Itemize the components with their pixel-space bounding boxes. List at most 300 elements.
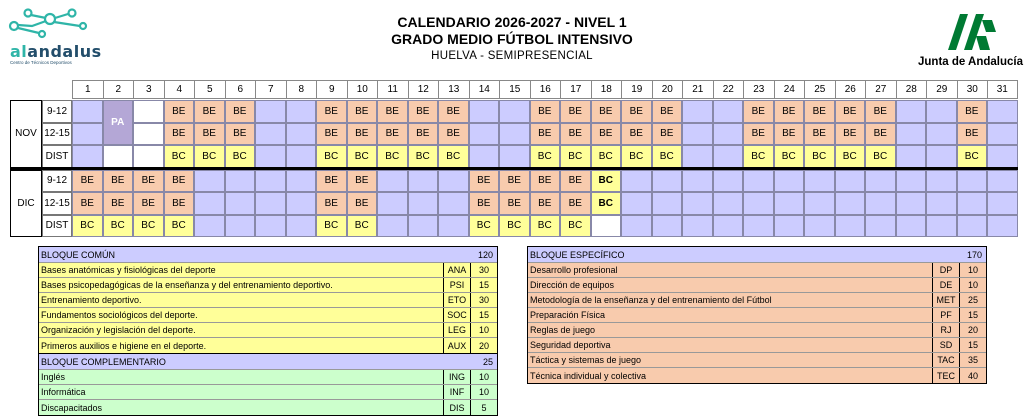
calendar-cell — [499, 123, 530, 146]
calendar-cell — [713, 192, 744, 215]
day-number: 19 — [621, 80, 652, 99]
calendar-cell — [835, 170, 866, 193]
calendar-cell — [957, 192, 988, 215]
subject-code: AUX — [443, 338, 470, 353]
subject-code: DIS — [443, 400, 470, 415]
calendar-cell: BC — [164, 215, 195, 238]
day-number: 6 — [225, 80, 256, 99]
subject-row — [528, 353, 986, 368]
calendar-cell — [896, 145, 927, 168]
alandalus-logo — [8, 6, 108, 64]
calendar-cell — [682, 145, 713, 168]
day-number: 18 — [591, 80, 622, 99]
calendar-cell — [743, 170, 774, 193]
day-number: 29 — [926, 80, 957, 99]
subject-hours: 10 — [470, 323, 497, 337]
calendar-cell — [987, 123, 1018, 146]
bloque-especifico-table — [527, 246, 987, 384]
calendar-cell: BE — [530, 192, 561, 215]
calendar-cell — [743, 192, 774, 215]
calendar-cell — [926, 215, 957, 238]
calendar-cell: BE — [774, 100, 805, 123]
calendar-cell: BE — [957, 123, 988, 146]
calendar-cell: BE — [774, 123, 805, 146]
subject-code: SOC — [443, 308, 470, 322]
subject-row — [39, 370, 497, 385]
time-slot-label: 9-12 — [42, 170, 72, 193]
subject-hours: 20 — [470, 338, 497, 353]
subject-name: Inglés — [41, 372, 66, 382]
calendar-cell — [652, 192, 683, 215]
day-number: 20 — [652, 80, 683, 99]
day-number: 16 — [530, 80, 561, 99]
calendar-cell — [438, 215, 469, 238]
calendar-cell: BE — [499, 170, 530, 193]
calendar-cell: BE — [164, 192, 195, 215]
calendar-cell: BE — [621, 123, 652, 146]
calendar-cell: BE — [560, 170, 591, 193]
calendar-cell: BE — [743, 100, 774, 123]
calendar-cell: BE — [347, 192, 378, 215]
calendar-cell: BE — [438, 100, 469, 123]
calendar-cell — [194, 170, 225, 193]
subject-hours: 40 — [959, 368, 986, 383]
document-header — [300, 14, 724, 64]
calendar-cell: BE — [347, 170, 378, 193]
calendar-cell — [286, 170, 317, 193]
day-number: 3 — [133, 80, 164, 99]
calendar-cell — [774, 215, 805, 238]
calendar-cell: BC — [469, 215, 500, 238]
calendar-cell: BE — [530, 100, 561, 123]
day-number: 30 — [957, 80, 988, 99]
calendar-cell — [499, 100, 530, 123]
calendar-cell — [133, 145, 164, 168]
calendar-cell: BC — [804, 145, 835, 168]
time-slot-label: DIST — [42, 215, 72, 238]
day-number-row — [72, 80, 1018, 99]
calendar-cell — [255, 192, 286, 215]
bloque-complementario-header — [39, 353, 497, 370]
calendar-cell: BE — [438, 123, 469, 146]
subject-code: PF — [932, 308, 959, 322]
calendar-cell: BC — [164, 145, 195, 168]
calendar-cell: BE — [835, 123, 866, 146]
calendar-cell — [987, 192, 1018, 215]
calendar-cell: BE — [469, 192, 500, 215]
calendar-cell — [286, 123, 317, 146]
subject-name: Táctica y sistemas de juego — [530, 355, 642, 365]
calendar-cell: BE — [164, 100, 195, 123]
day-number: 1 — [72, 80, 103, 99]
calendar-cell — [286, 100, 317, 123]
calendar-cell — [408, 192, 439, 215]
subject-row — [528, 263, 986, 278]
time-slot-label: DIST — [42, 145, 72, 168]
subject-code: ANA — [443, 263, 470, 277]
page-location: HUELVA - SEMIPRESENCIAL — [431, 50, 593, 62]
calendar-cell: BC — [591, 145, 622, 168]
bloque-especifico-total: 170 — [966, 249, 982, 260]
calendar-cell: BE — [743, 123, 774, 146]
calendar-cell: BC — [530, 145, 561, 168]
calendar-cell — [774, 170, 805, 193]
calendar-cell — [896, 215, 927, 238]
calendar-cell: BE — [72, 192, 103, 215]
subject-code: PSI — [443, 278, 470, 292]
month-label: DIC — [10, 170, 42, 238]
calendar-cell — [804, 192, 835, 215]
day-number: 11 — [377, 80, 408, 99]
subject-row — [39, 263, 497, 278]
subject-row — [528, 278, 986, 293]
bloque-comun-header — [39, 247, 497, 263]
day-number: 13 — [438, 80, 469, 99]
calendar-cell: BE — [560, 192, 591, 215]
calendar-cell — [896, 192, 927, 215]
calendar-cell: BE — [347, 100, 378, 123]
subject-hours: 15 — [470, 278, 497, 292]
calendar-cell: BE — [133, 192, 164, 215]
calendar-cell: BE — [225, 123, 256, 146]
calendar-cell — [957, 215, 988, 238]
calendar-cell — [72, 145, 103, 168]
subject-row — [528, 308, 986, 323]
calendar-cell — [682, 215, 713, 238]
calendar-cell: BE — [560, 100, 591, 123]
day-number: 10 — [347, 80, 378, 99]
calendar-cell — [72, 100, 103, 123]
day-number: 24 — [774, 80, 805, 99]
calendar-cell — [591, 215, 622, 238]
day-number: 12 — [408, 80, 439, 99]
calendar-cell: BE — [377, 123, 408, 146]
junta-emblem-icon — [938, 6, 1002, 54]
calendar-cell: BE — [225, 100, 256, 123]
calendar-cell — [896, 100, 927, 123]
subject-code: DP — [932, 263, 959, 277]
calendar-cell — [926, 123, 957, 146]
calendar-cell: BE — [194, 123, 225, 146]
calendar-cell: BE — [194, 100, 225, 123]
bloque-complementario-total: 25 — [482, 356, 493, 367]
calendar-cell — [438, 192, 469, 215]
calendar-cell — [652, 215, 683, 238]
calendar-cell — [774, 192, 805, 215]
subject-hours: 10 — [470, 385, 497, 399]
subject-row — [39, 323, 497, 338]
calendar-cell: BC — [316, 215, 347, 238]
subject-hours: 15 — [959, 308, 986, 322]
calendar-cell: BC — [621, 145, 652, 168]
calendar-cell: BE — [865, 123, 896, 146]
calendar-cell: BC — [591, 192, 622, 215]
subject-code: TEC — [932, 368, 959, 383]
calendar-cell — [926, 100, 957, 123]
calendar-cell — [713, 215, 744, 238]
subject-name: Entrenamiento deportivo. — [41, 295, 142, 305]
calendar-cell — [804, 215, 835, 238]
calendar-cell — [652, 170, 683, 193]
day-number: 21 — [682, 80, 713, 99]
subject-name: Primeros auxilios e higiene en el deporte. — [41, 340, 207, 351]
calendar-cell: BE — [316, 100, 347, 123]
time-slot-label: 9-12 — [42, 100, 72, 123]
calendar-cell — [408, 170, 439, 193]
calendar-cell — [865, 170, 896, 193]
calendar-cell: BE — [865, 100, 896, 123]
calendar-cell — [377, 215, 408, 238]
calendar-cell: BE — [377, 100, 408, 123]
subject-name: Dirección de equipos — [530, 280, 615, 290]
bloque-complementario-title: BLOQUE COMPLEMENTARIO — [41, 356, 166, 367]
calendar-cell: BE — [103, 170, 134, 193]
calendar-cell — [225, 192, 256, 215]
calendar-cell — [896, 123, 927, 146]
subject-hours: 30 — [470, 263, 497, 277]
calendar-cell — [621, 170, 652, 193]
calendar-cell: BE — [530, 170, 561, 193]
subject-hours: 15 — [959, 338, 986, 352]
calendar-cell — [133, 100, 164, 123]
calendar-cell — [377, 192, 408, 215]
calendar-cell: BE — [103, 192, 134, 215]
subject-code: DE — [932, 278, 959, 292]
calendar-cell — [682, 170, 713, 193]
subject-row — [39, 293, 497, 308]
calendar-cell: BE — [591, 100, 622, 123]
calendar-cell: BE — [72, 170, 103, 193]
calendar-cell: BE — [652, 123, 683, 146]
calendar-cell — [286, 215, 317, 238]
calendar-cell: BE — [530, 123, 561, 146]
calendar-cell: BE — [957, 100, 988, 123]
subject-row — [39, 385, 497, 400]
calendar-cell: BC — [743, 145, 774, 168]
subject-hours: 10 — [959, 278, 986, 292]
junta-name: Junta de Andalucía — [918, 56, 1024, 68]
calendar-cell: BC — [499, 215, 530, 238]
subject-row — [528, 293, 986, 308]
subject-hours: 5 — [470, 400, 497, 415]
subject-hours: 15 — [470, 308, 497, 322]
calendar-cell: BE — [164, 123, 195, 146]
subject-name: Bases anatómicas y fisiológicas del deporte — [41, 265, 216, 275]
calendar-cell — [926, 145, 957, 168]
junta-andalucia-logo — [918, 6, 1024, 70]
subject-code: ETO — [443, 293, 470, 307]
subject-name: Metodología de la enseñanza y del entrenamiento del Fútbol — [530, 295, 772, 305]
calendar-cell — [194, 192, 225, 215]
page-subtitle: GRADO MEDIO FÚTBOL INTENSIVO — [391, 31, 633, 47]
subject-code: MET — [932, 293, 959, 307]
calendar-cell — [133, 123, 164, 146]
day-number: 22 — [713, 80, 744, 99]
calendar-cell — [713, 170, 744, 193]
subject-code: SD — [932, 338, 959, 352]
calendar-cell — [103, 145, 134, 168]
calendar-cell: BE — [621, 100, 652, 123]
calendar-cell: BE — [652, 100, 683, 123]
calendar-cell: BE — [560, 123, 591, 146]
subject-name: Organización y legislación del deporte. — [41, 325, 196, 335]
calendar-cell: BE — [804, 100, 835, 123]
calendar-cell — [499, 145, 530, 168]
calendar-cell — [682, 100, 713, 123]
subject-name: Informática — [41, 387, 86, 397]
calendar-cell — [286, 192, 317, 215]
day-number: 5 — [194, 80, 225, 99]
calendar-cell — [194, 215, 225, 238]
subject-name: Discapacitados — [41, 402, 103, 413]
bloque-especifico-header — [528, 247, 986, 263]
calendar-cell — [987, 145, 1018, 168]
subject-code: ING — [443, 370, 470, 384]
bloque-comun-table — [38, 246, 498, 416]
subject-name: Preparación Física — [530, 310, 606, 320]
calendar-cell — [255, 170, 286, 193]
calendar-cell — [896, 170, 927, 193]
calendar-cell: BC — [774, 145, 805, 168]
calendar-cell: BC — [835, 145, 866, 168]
bloque-comun-title: BLOQUE COMÚN — [41, 249, 116, 260]
calendar-cell: BC — [133, 215, 164, 238]
calendar-cell — [835, 192, 866, 215]
calendar-cell: BC — [347, 215, 378, 238]
brand-name: alandalus — [10, 42, 102, 61]
calendar-cell — [835, 215, 866, 238]
calendar-cell — [713, 145, 744, 168]
calendar-cell — [987, 170, 1018, 193]
subject-code: LEG — [443, 323, 470, 337]
calendar-cell: BC — [591, 170, 622, 193]
day-number: 14 — [469, 80, 500, 99]
calendar-cell — [743, 215, 774, 238]
calendar-cell: BC — [316, 145, 347, 168]
subject-row — [39, 400, 497, 415]
calendar-cell: BE — [499, 192, 530, 215]
calendar-cell — [408, 215, 439, 238]
calendar-cell — [225, 215, 256, 238]
calendar-cell: BC — [438, 145, 469, 168]
calendar-cell: BC — [103, 215, 134, 238]
calendar-cell: BC — [72, 215, 103, 238]
day-number: 8 — [286, 80, 317, 99]
subject-row — [528, 368, 986, 383]
subject-hours: 10 — [959, 263, 986, 277]
bloque-especifico-title: BLOQUE ESPECÍFICO — [530, 249, 625, 260]
brand-tagline: Centro de Técnicos Deportivos — [10, 60, 72, 65]
subject-hours: 30 — [470, 293, 497, 307]
calendar-cell: BE — [316, 192, 347, 215]
subject-code: TAC — [932, 353, 959, 367]
calendar-cell — [469, 145, 500, 168]
subject-hours: 35 — [959, 353, 986, 367]
calendar-cell — [865, 215, 896, 238]
calendar-cell — [987, 100, 1018, 123]
day-number: 25 — [804, 80, 835, 99]
subject-row — [39, 338, 497, 353]
subject-name: Fundamentos sociológicos del deporte. — [41, 310, 198, 320]
calendar-cell: BC — [957, 145, 988, 168]
day-number: 7 — [255, 80, 286, 99]
calendar-cell — [255, 145, 286, 168]
calendar-cell — [865, 192, 896, 215]
calendar-cell: BE — [347, 123, 378, 146]
calendar-cell — [621, 215, 652, 238]
day-number: 26 — [835, 80, 866, 99]
day-number: 2 — [103, 80, 134, 99]
day-number: 27 — [865, 80, 896, 99]
time-slot-label: 12-15 — [42, 123, 72, 146]
calendar-cell: BC — [408, 145, 439, 168]
subject-code: RJ — [932, 323, 959, 337]
calendar-cell: BE — [133, 170, 164, 193]
subject-code: INF — [443, 385, 470, 399]
calendar-cell: PA — [103, 100, 134, 145]
day-number: 4 — [164, 80, 195, 99]
calendar-cell: BC — [194, 145, 225, 168]
day-number: 31 — [987, 80, 1018, 99]
calendar-cell: BE — [804, 123, 835, 146]
calendar-cell — [926, 192, 957, 215]
calendar-cell — [255, 100, 286, 123]
calendar-cell — [72, 123, 103, 146]
subject-name: Bases psicopedagógicas de la enseñanza y del entrenamiento deportivo. — [41, 280, 333, 290]
subject-hours: 25 — [959, 293, 986, 307]
network-logo-icon — [8, 6, 92, 40]
calendar-cell: BC — [225, 145, 256, 168]
calendar-cell: BC — [347, 145, 378, 168]
calendar-cell — [469, 100, 500, 123]
calendar-cell — [225, 170, 256, 193]
calendar-cell — [926, 170, 957, 193]
calendar-cell: BE — [835, 100, 866, 123]
calendar-cell — [469, 123, 500, 146]
day-number: 17 — [560, 80, 591, 99]
subject-row — [39, 308, 497, 323]
calendar-cell — [377, 170, 408, 193]
calendar-cell — [957, 170, 988, 193]
subject-name: Técnica individual y colectiva — [530, 370, 647, 381]
calendar-cell: BC — [865, 145, 896, 168]
calendar-cell: BC — [560, 145, 591, 168]
calendar-cell — [713, 100, 744, 123]
subject-hours: 10 — [470, 370, 497, 384]
page-title: CALENDARIO 2026-2027 - NIVEL 1 — [397, 14, 627, 30]
calendar-cell — [438, 170, 469, 193]
calendar-cell: BC — [530, 215, 561, 238]
calendar-cell — [621, 192, 652, 215]
subject-row — [528, 338, 986, 353]
calendar-cell — [255, 123, 286, 146]
calendar-cell — [286, 145, 317, 168]
subject-name: Seguridad deportiva — [530, 340, 611, 350]
calendar-cell: BE — [316, 170, 347, 193]
subject-row — [39, 278, 497, 293]
calendar-cell: BE — [591, 123, 622, 146]
calendar-cell: BE — [469, 170, 500, 193]
subject-name: Desarrollo profesional — [530, 265, 618, 275]
calendar-cell: BE — [408, 123, 439, 146]
calendar-cell: BC — [377, 145, 408, 168]
time-slot-label: 12-15 — [42, 192, 72, 215]
day-number: 15 — [499, 80, 530, 99]
calendar-cell — [987, 215, 1018, 238]
calendar-cell: BE — [316, 123, 347, 146]
bloque-comun-total: 120 — [477, 249, 493, 260]
day-number: 28 — [896, 80, 927, 99]
